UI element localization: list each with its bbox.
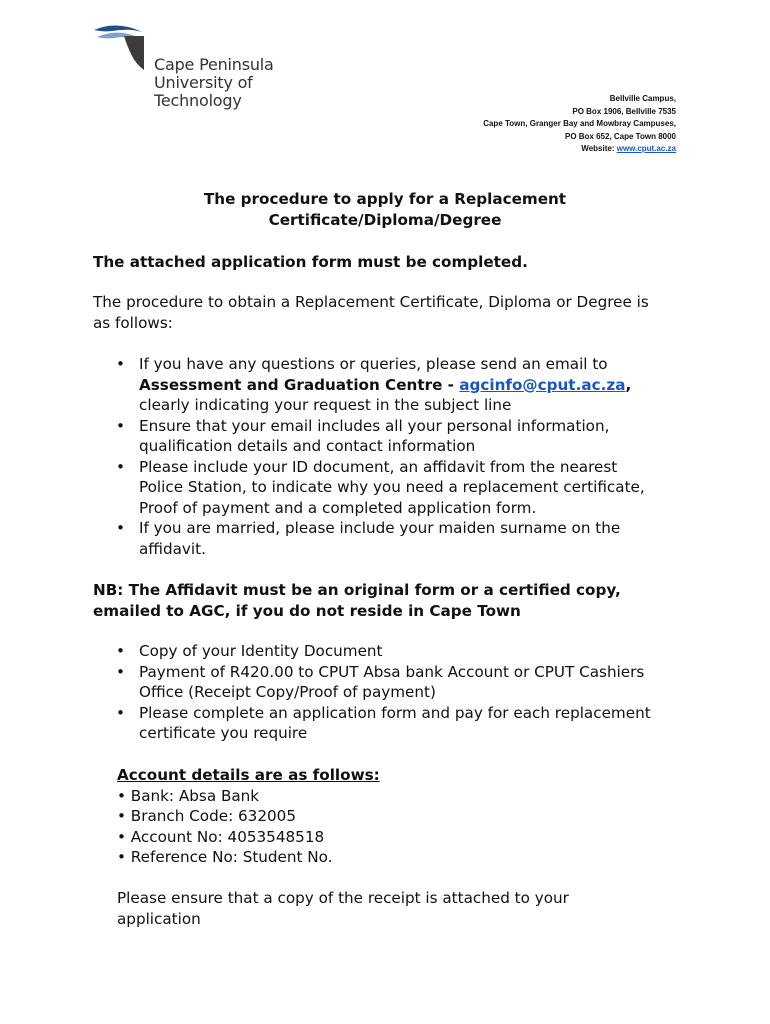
list-item-text: • Please include your ID document, an affidavit from the nearest: [139, 457, 618, 476]
intro-text: [93, 292, 649, 333]
address-line-3: Cape Town, Granger Bay and Mowbray Campuses,: [483, 119, 676, 128]
list-item: [112, 457, 645, 519]
list-item-text: Proof of payment and a completed application form.: [139, 498, 537, 517]
campus-address: [483, 93, 676, 156]
list-item-text: clearly indicating your request in the subject line: [139, 396, 512, 414]
account-heading: Account details are as follows:: [117, 766, 380, 784]
nb-line-2: emailed to AGC, if you do not reside in Cape Town: [93, 601, 521, 620]
account-details: [117, 765, 380, 868]
list-item: [112, 416, 645, 457]
requirements-list: [112, 641, 651, 744]
nb-note: [93, 580, 621, 621]
title-line-2: Certificate/Diploma/Degree: [268, 211, 502, 229]
cput-logo-icon: [92, 22, 162, 74]
logo-line-1: Cape Peninsula: [154, 55, 274, 74]
closing-line-1: Please ensure that a copy of the receipt is attached to your: [117, 889, 569, 907]
closing-note: [117, 888, 569, 929]
list-item: [112, 641, 651, 662]
logo-text: [154, 56, 342, 110]
agc-email-link[interactable]: agcinfo@cput.ac.za: [459, 375, 626, 394]
list-item-text: qualification details and contact information: [139, 437, 476, 455]
list-item-text: • Ensure that your email includes all your personal information,: [139, 416, 610, 435]
website-link[interactable]: www.cput.ac.za: [616, 144, 676, 153]
nb-line-1: NB: The Affidavit must be an original form or a certified copy,: [93, 581, 621, 599]
list-item-text: certificate you require: [139, 724, 308, 742]
website-line: [483, 143, 676, 156]
address-line-2: PO Box 1906, Bellville 7535: [572, 106, 676, 116]
list-item-text: • Payment of R420.00 to CPUT Absa bank Account or CPUT Cashiers: [139, 662, 645, 681]
list-item: [112, 662, 651, 703]
intro-text-line-1: The procedure to obtain a Replacement Certificate, Diploma or Degree is: [93, 293, 649, 311]
cput-logo: [92, 22, 342, 110]
account-bank: • Bank: Absa Bank: [117, 786, 260, 805]
intro-text-line-2: as follows:: [93, 313, 173, 332]
account-number: • Account No: 4053548518: [117, 827, 325, 846]
account-branch-code: • Branch Code: 632005: [117, 807, 296, 825]
title-line-1: The procedure to apply for a Replacement: [203, 190, 567, 208]
page-title: [0, 189, 770, 231]
list-item-text: • If you are married, please include your maiden surname on the: [139, 519, 621, 537]
address-line-4: PO Box 652, Cape Town 8000: [564, 131, 676, 141]
procedure-list: [112, 354, 645, 559]
list-item-text: [139, 375, 645, 396]
list-item-text: Office (Receipt Copy/Proof of payment): [139, 683, 436, 701]
intro-heading: The attached application form must be completed.: [93, 253, 528, 271]
address-line-1: Bellville Campus,: [609, 94, 676, 103]
list-item: [112, 703, 651, 744]
list-item-text: Police Station, to indicate why you need a replacement certificate,: [139, 478, 645, 496]
agc-name: Assessment and Graduation Centre -: [139, 375, 460, 394]
website-label: Website:: [581, 144, 617, 153]
closing-line-2: application: [117, 909, 201, 928]
list-item-text: • Copy of your Identity Document: [139, 642, 383, 660]
comma: ,: [625, 375, 632, 394]
logo-line-2: University of Technology: [154, 73, 253, 110]
list-item: [112, 518, 645, 559]
list-item-text: • Please complete an application form and pay for each replacement: [139, 703, 651, 722]
list-item-text: affidavit.: [139, 539, 206, 558]
list-item-text: • If you have any questions or queries, please send an email to: [139, 355, 608, 373]
list-item: [112, 354, 645, 416]
account-reference: • Reference No: Student No.: [117, 848, 333, 866]
